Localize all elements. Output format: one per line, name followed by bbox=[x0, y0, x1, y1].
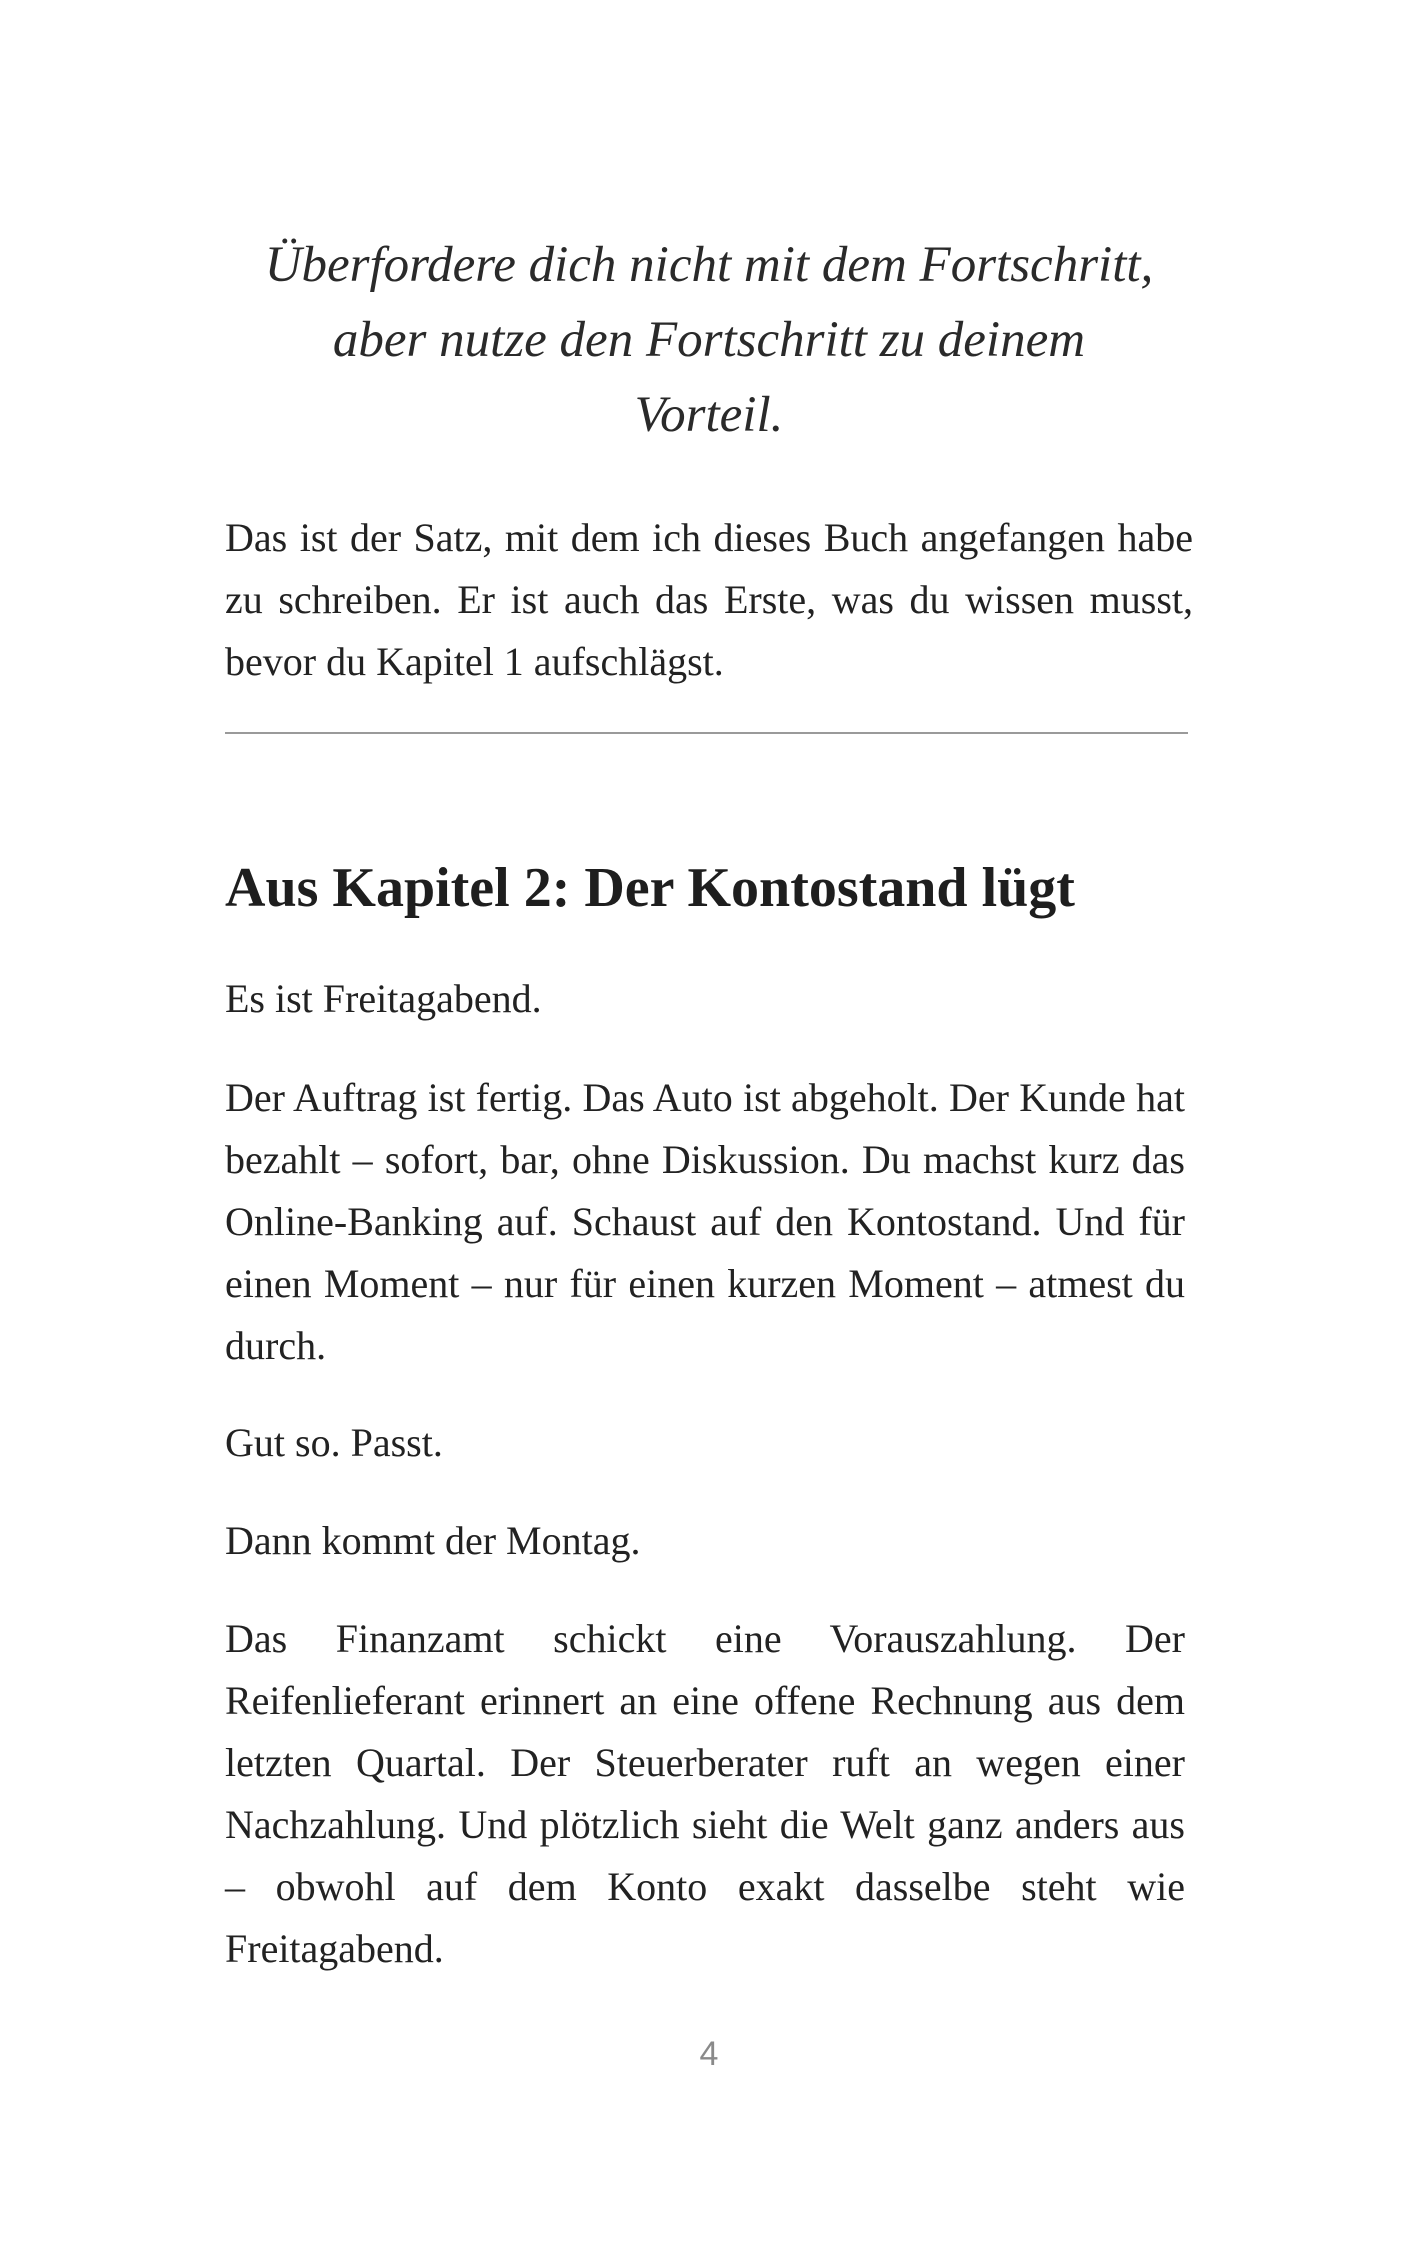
section-divider bbox=[225, 732, 1188, 734]
intro-paragraph: Das ist der Satz, mit dem ich dieses Buch angefangen habe zu schreiben. Er ist auch das Erste, was du wissen musst, bevor du Kapitel 1 aufschlägst. bbox=[225, 515, 1193, 684]
quote-line: aber nutze den Fortschritt zu deinem bbox=[332, 312, 1086, 368]
quote-line: Vorteil. bbox=[634, 387, 784, 443]
body-paragraph: Gut so. Passt. bbox=[225, 1420, 443, 1465]
page-number: 4 bbox=[699, 2035, 719, 2073]
body-paragraph: Der Auftrag ist fertig. Das Auto ist abgeholt. Der Kunde hat bezahlt – sofort, bar, ohne Diskussion. Du machst kurz das Online-Banking auf. Schaust auf den Kontostand. Und für einen Moment – nur für einen kurzen Moment – atmest du durch. bbox=[225, 1075, 1185, 1368]
quote-line: Überfordere dich nicht mit dem Fortschritt, bbox=[264, 237, 1154, 293]
body-paragraph: Dann kommt der Montag. bbox=[225, 1518, 641, 1563]
body-paragraph: Es ist Freitagabend. bbox=[225, 976, 542, 1021]
body-paragraph: Das Finanzamt schickt eine Vorauszahlung. Der Reifenlieferant erinnert an eine offene Rechnung aus dem letzten Quartal. Der Steuerberater ruft an wegen einer Nachzahlung. Und plötzlich sieht die Welt ganz anders aus – obwohl auf dem Konto exakt dasselbe steht wie Freitagabend. bbox=[225, 1616, 1185, 1971]
epigraph-quote bbox=[200, 228, 1218, 453]
chapter-heading: Aus Kapitel 2: Der Kontostand lügt bbox=[225, 857, 1075, 919]
